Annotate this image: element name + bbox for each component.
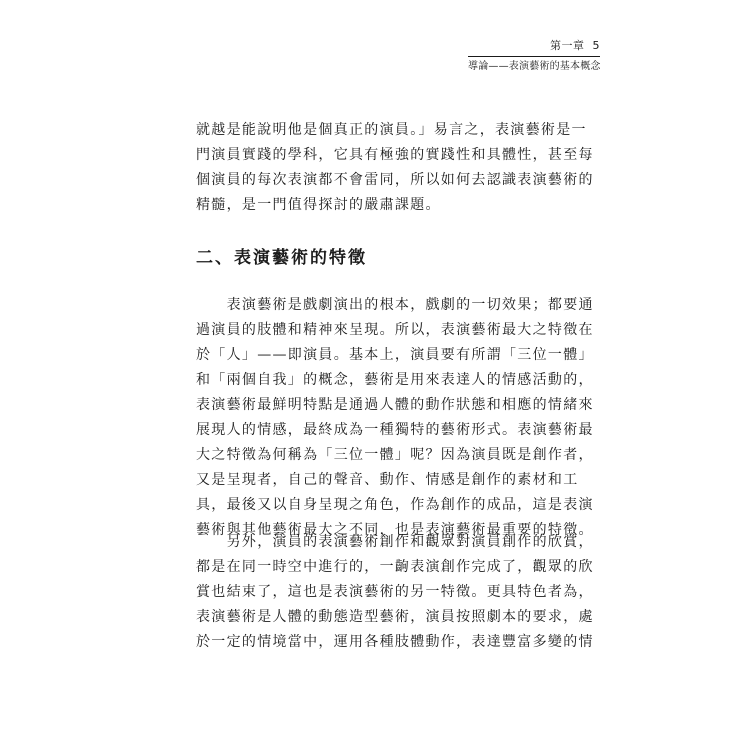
paragraph-line: 於一定的情境當中，運用各種肢體動作，表達豐富多變的情	[196, 634, 594, 650]
chapter-line	[468, 38, 600, 54]
paragraph-line: 個演員的每次表演都不會雷同，所以如何去認識表演藝術的	[196, 172, 594, 188]
paragraph-line: 表演藝術最鮮明特點是通過人體的動作狀態和相應的情緒來	[196, 397, 594, 413]
paragraph-line: 另外，演員的表演藝術創作和觀眾對演員創作的欣賞，	[196, 534, 594, 550]
paragraph-line: 展現人的情感，最終成為一種獨特的藝術形式。表演藝術最	[196, 422, 594, 438]
section-heading: 二、表演藝術的特徵	[196, 248, 367, 268]
paragraph-line: 賞也結束了，這也是表演藝術的另一特徵。更具特色者為，	[196, 584, 594, 600]
paragraph-continued	[196, 118, 594, 218]
paragraph-line: 門演員實踐的學科，它具有極強的實踐性和具體性，甚至每	[196, 147, 594, 163]
paragraph-line: 又是呈現者，自己的聲音、動作、情感是創作的素材和工	[196, 472, 579, 488]
paragraph-line: 就越是能說明他是個真正的演員。」易言之，表演藝術是一	[196, 122, 587, 138]
paragraph-line: 精髓，是一門值得探討的嚴肅課題。	[196, 197, 441, 213]
running-head	[468, 38, 600, 74]
chapter-label: 第一章	[550, 39, 585, 52]
paragraph-line: 過演員的肢體和精神來呈現。所以，表演藝術最大之特徵在	[196, 322, 594, 338]
header-rule	[468, 56, 600, 57]
paragraph-line: 藝術與其他藝術最大之不同，也是表演藝術最重要的特徵。	[196, 522, 594, 538]
paragraph-line: 於「人」——即演員。基本上，演員要有所謂「三位一體」	[196, 347, 594, 363]
paragraph-line: 和「兩個自我」的概念，藝術是用來表達人的情感活動的，	[196, 372, 594, 388]
paragraph-line: 大之特徵為何稱為「三位一體」呢？因為演員既是創作者，	[196, 447, 594, 463]
paragraph-line: 表演藝術是人體的動態造型藝術，演員按照劇本的要求，處	[196, 609, 594, 625]
paragraph-line: 具，最後又以自身呈現之角色，作為創作的成品，這是表演	[196, 497, 594, 513]
paragraph-line: 都是在同一時空中進行的，一齣表演創作完成了，觀眾的欣	[196, 559, 594, 575]
paragraph-characteristics	[196, 293, 594, 543]
page-number: 5	[592, 39, 600, 52]
paragraph-line: 表演藝術是戲劇演出的根本，戲劇的一切效果；都要通	[196, 297, 594, 313]
chapter-subtitle: 導論——表演藝術的基本概念	[468, 61, 601, 72]
